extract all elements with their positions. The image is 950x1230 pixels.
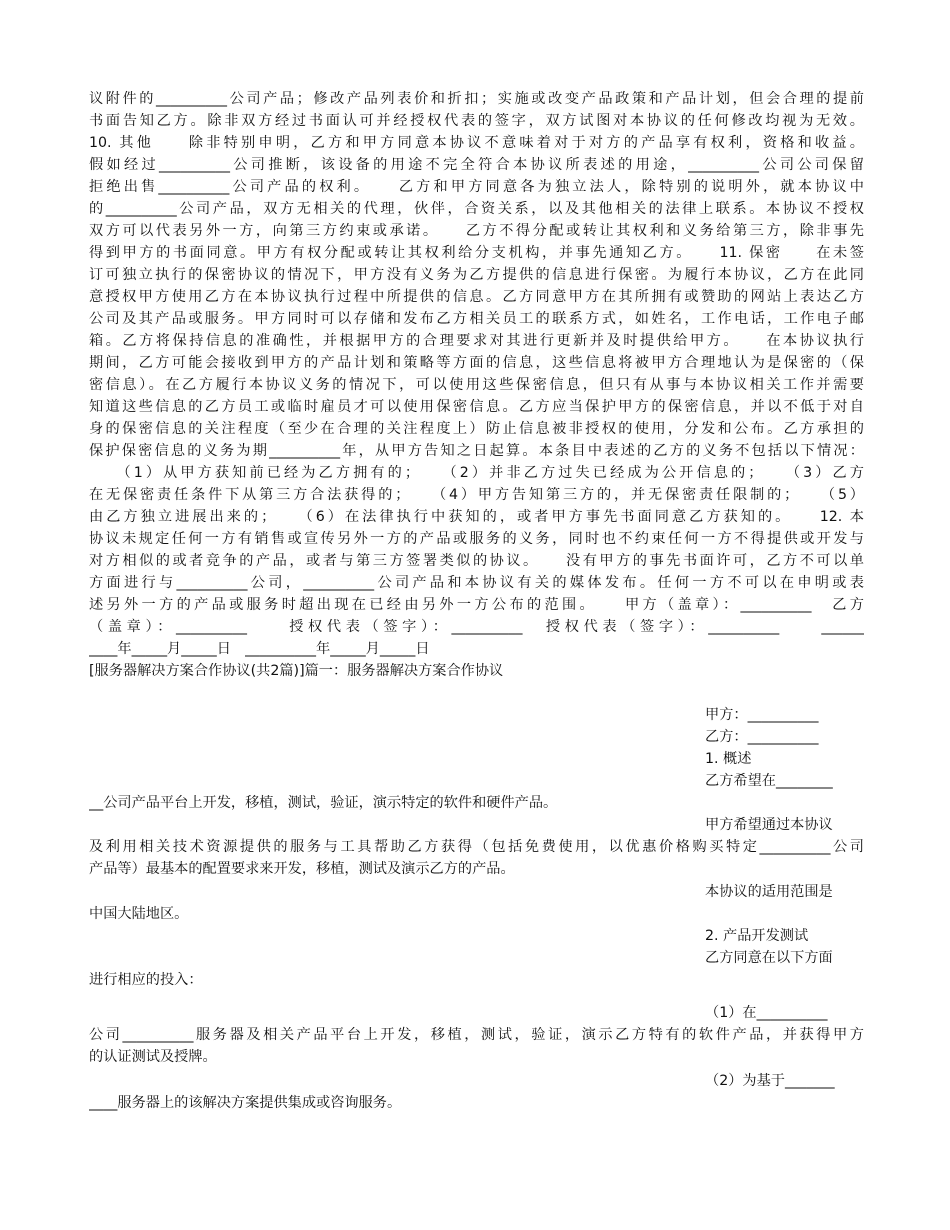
- paragraph-head: 乙方希望在________: [705, 773, 833, 789]
- list-item-head: （2）为基于_______: [705, 1073, 835, 1089]
- text-line: 拒绝出售__________公司产品的权利。 乙方和甲方同意各为独立法人，除特别的说明外，就本协议中: [89, 179, 864, 195]
- text-line: 在无保密责任条件下从第三方合法获得的； （4）甲方告知第三方的，并无保密责任限制的； （5）: [89, 487, 864, 503]
- text-line: 身的保密信息的关注程度（至少在合理的关注程度上）防止信息被非授权的使用，分发和公布。乙方承担的: [89, 421, 864, 437]
- text-line: 协议未规定任何一方有销售或宣传另外一方的产品或服务的义务，同时也不约束任何一方不得提供或开发与: [89, 531, 864, 547]
- text-line: 得到甲方的书面同意。甲方有权分配或转让其权利给分支机构，并事先通知乙方。 11. 保密 在未签: [89, 245, 864, 261]
- text-line: 箱。乙方将保持信息的准确性，并根据甲方的合理要求对其进行更新并及时提供给甲方。 在本协议执行: [89, 333, 864, 349]
- text-line: 保护保密信息的义务为期__________年，从甲方告知之日起算。本条目中表述的乙方的义务不包括以下情况：: [89, 443, 864, 459]
- party-a-line: 甲方：__________: [705, 707, 819, 723]
- paragraph-head: 本协议的适用范围是: [705, 884, 833, 900]
- text-line: 由乙方独立进展出来的； （6）在法律执行中获知的，或者甲方事先书面同意乙方获知的。 12. 本: [89, 509, 864, 525]
- paragraph-line: 产品等）最基本的配置要求来开发，移植，测试及演示乙方的产品。: [89, 861, 515, 877]
- paragraph-line: 及利用相关技术资源提供的服务与工具帮助乙方获得（包括免费使用，以优惠价格购买特定__________公司: [89, 839, 864, 855]
- text-line: （1）从甲方获知前已经为乙方拥有的； （2）并非乙方过失已经成为公开信息的； （3）乙方: [89, 465, 864, 481]
- text-line: （盖章）：__________ 授权代表（签字）：__________ 授权代表（签字）：__________ ______: [89, 619, 864, 635]
- section-1-heading: 1. 概述: [705, 751, 752, 767]
- text-line: 知道这些信息的乙方员工或临时雇员才可以使用保密信息。乙方应当保护甲方的保密信息，并以不低于对自: [89, 399, 864, 415]
- text-line: 期间，乙方可能会接收到甲方的产品计划和策略等方面的信息，这些信息将被甲方合理地认为是保密的（保: [89, 355, 864, 371]
- text-line: 意授权甲方使用乙方在本协议执行过程中所提供的信息。乙方同意甲方在其所拥有或赞助的网站上表达乙方: [89, 289, 864, 305]
- paragraph-tail: __公司产品平台上开发，移植，测试，验证，演示特定的软件和硬件产品。: [89, 795, 558, 811]
- text-line: 述另外一方的产品或服务时超出现在已经由另外一方公布的范围。 甲方（盖章）：__________ 乙方: [89, 597, 864, 613]
- paragraph-head: 乙方同意在以下方面: [705, 950, 833, 966]
- list-item-line: 公司__________服务器及相关产品平台上开发，移植，测试，验证，演示乙方特有的软件产品，并获得甲方: [89, 1027, 864, 1043]
- section-2-heading: 2. 产品开发测试: [705, 928, 809, 944]
- text-line: 订可独立执行的保密协议的情况下，甲方没有义务为乙方提供的信息进行保密。为履行本协议，乙方在此同: [89, 267, 864, 283]
- list-item-line: ____服务器上的该解决方案提供集成或咨询服务。: [89, 1095, 402, 1111]
- text-line: 的__________公司产品，双方无相关的代理，伙伴，合资关系，以及其他相关的法律上联系。本协议不授权: [89, 201, 864, 217]
- paragraph-head: 甲方希望通过本协议: [705, 817, 833, 833]
- list-item-line: 的认证测试及授牌。: [89, 1049, 217, 1065]
- text-line: 书面告知乙方。除非双方经过书面认可并经授权代表的签字，双方试图对本协议的任何修改均视为无效。: [89, 113, 864, 129]
- text-line: 公司及其产品或服务。甲方同时可以存储和发布乙方相关员工的联系方式，如姓名，工作电话，工作电子邮: [89, 311, 864, 327]
- document-title-line: [服务器解决方案合作协议(共2篇)]篇一：服务器解决方案合作协议: [89, 663, 504, 679]
- text-line: 双方可以代表另外一方，向第三方约束或承诺。 乙方不得分配或转让其权利和义务给第三方，除非事先: [89, 223, 864, 239]
- party-b-line: 乙方：__________: [705, 729, 819, 745]
- text-line: 方面进行与__________公司，__________公司产品和本协议有关的媒体发布。任何一方不可以在申明或表: [89, 575, 864, 591]
- paragraph-tail: 中国大陆地区。: [89, 906, 189, 922]
- paragraph-tail: 进行相应的投入：: [89, 972, 203, 988]
- text-line: 议附件的__________公司产品；修改产品列表价和折扣；实施或改变产品政策和产品计划，但会合理的提前: [89, 91, 864, 107]
- text-line: 10. 其他 除非特别申明，乙方和甲方同意本协议不意味着对于对方的产品享有权利，资格和收益。: [89, 135, 864, 151]
- text-line: 假如经过__________公司推断，该设备的用途不完全符合本协议所表述的用途，__________公司公司保留: [89, 157, 864, 173]
- list-item-head: （1）在__________: [705, 1005, 828, 1021]
- date-line: ____年_____月_____日 __________年_____月_____日: [89, 641, 430, 657]
- text-line: 对方相似的或者竞争的产品，或者与第三方签署类似的协议。 没有甲方的事先书面许可，乙方不可以单: [89, 553, 864, 569]
- text-line: 密信息）。在乙方履行本协议义务的情况下，可以使用这些保密信息，但只有从事与本协议相关工作并需要: [89, 377, 864, 393]
